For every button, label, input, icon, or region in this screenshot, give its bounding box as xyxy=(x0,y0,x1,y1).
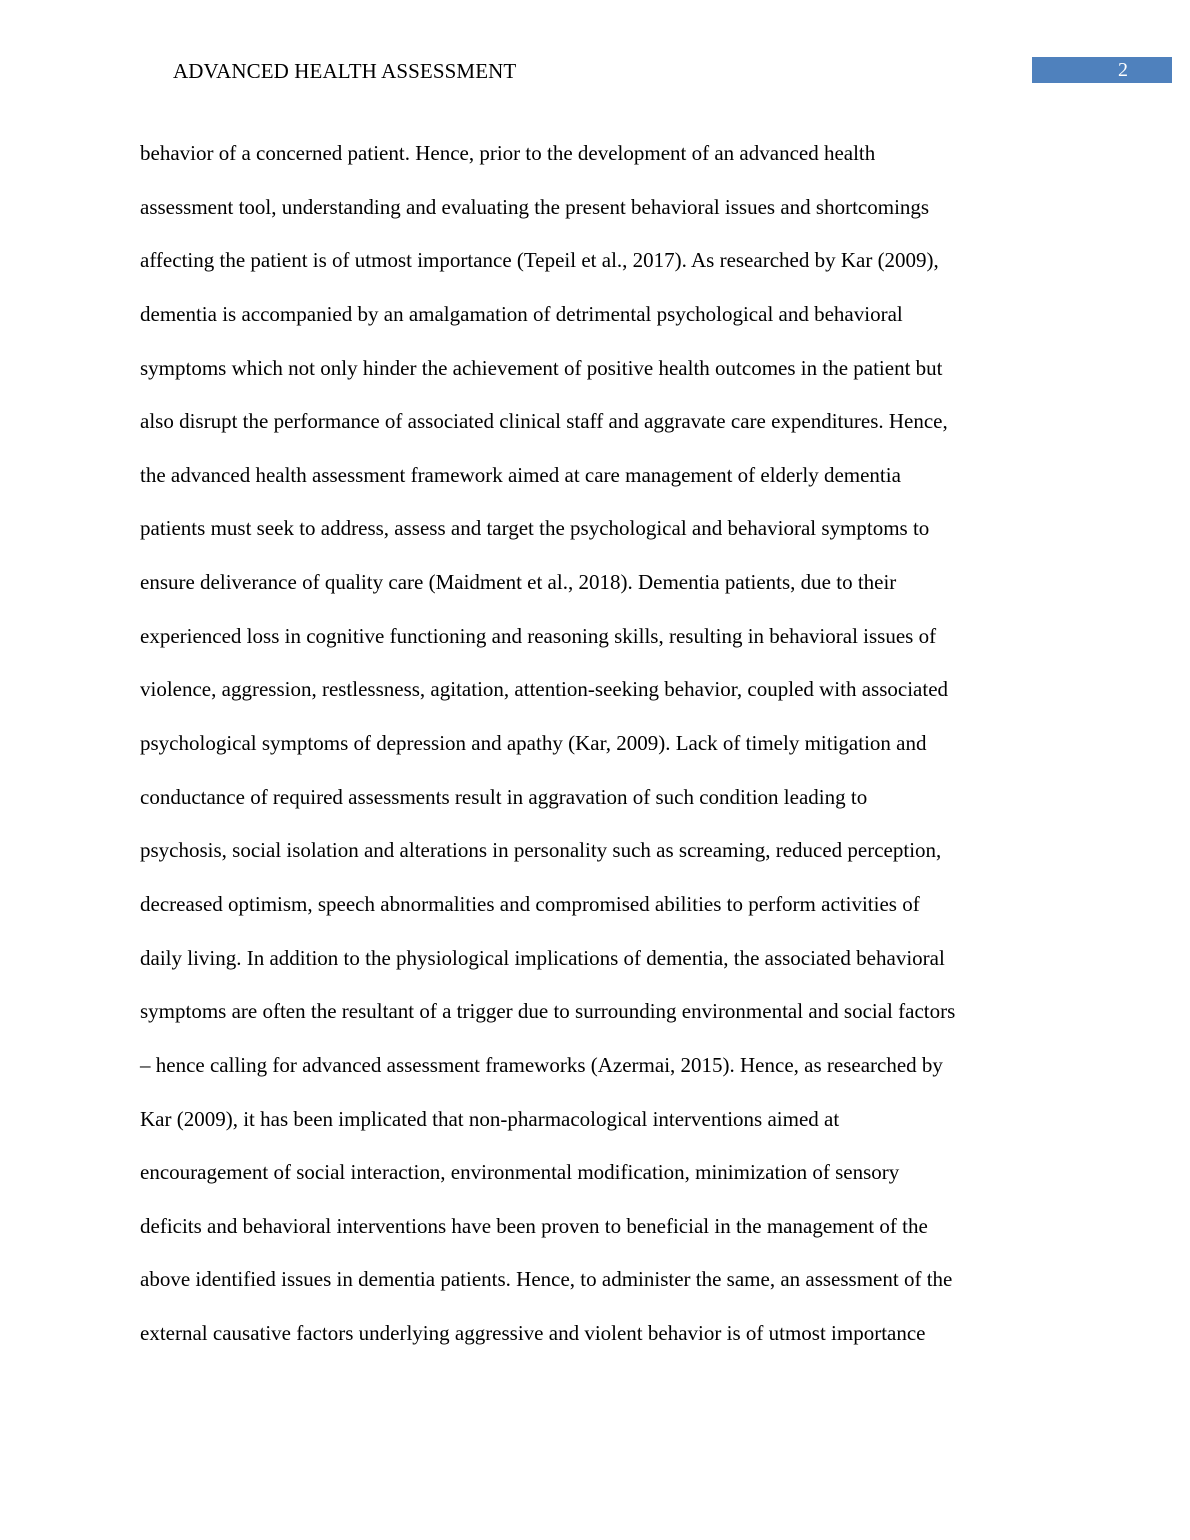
text-line: dementia is accompanied by an amalgamation of detrimental psychological and behavioral xyxy=(140,301,903,326)
text-line: assessment tool, understanding and evaluating the present behavioral issues and shortcomings xyxy=(140,194,930,219)
body-paragraph xyxy=(140,127,1055,1361)
text-line: deficits and behavioral interventions have been proven to beneficial in the management of the xyxy=(140,1213,928,1238)
text-line: patients must seek to address, assess and target the psychological and behavioral symptoms to xyxy=(140,516,930,541)
text-line: – hence calling for advanced assessment frameworks (Azermai, 2015). Hence, as researched by xyxy=(140,1052,943,1077)
text-line: violence, aggression, restlessness, agitation, attention-seeking behavior, coupled with associated xyxy=(140,677,949,702)
text-line: above identified issues in dementia patients. Hence, to administer the same, an assessment of the xyxy=(140,1267,953,1292)
text-line: ensure deliverance of quality care (Maidment et al., 2018). Dementia patients, due to their xyxy=(140,570,897,595)
text-line: psychosis, social isolation and alterations in personality such as screaming, reduced perception, xyxy=(140,838,942,863)
text-line: symptoms are often the resultant of a trigger due to surrounding environmental and social factors xyxy=(140,999,956,1024)
text-line: affecting the patient is of utmost importance (Tepeil et al., 2017). As researched by Kar (2009), xyxy=(140,248,939,273)
text-line: experienced loss in cognitive functioning and reasoning skills, resulting in behavioral issues of xyxy=(140,623,937,648)
text-line: external causative factors underlying aggressive and violent behavior is of utmost importance xyxy=(140,1321,926,1346)
page-number-box xyxy=(1032,57,1172,83)
text-line: also disrupt the performance of associated clinical staff and aggravate care expenditures. Hence, xyxy=(140,409,948,434)
page-number: 2 xyxy=(1118,59,1128,81)
text-line: behavior of a concerned patient. Hence, prior to the development of an advanced health xyxy=(140,141,876,165)
text-line: daily living. In addition to the physiological implications of dementia, the associated behavioral xyxy=(140,945,945,970)
text-line: Kar (2009), it has been implicated that non-pharmacological interventions aimed at xyxy=(140,1106,840,1131)
running-head: ADVANCED HEALTH ASSESSMENT xyxy=(173,59,517,83)
text-line: decreased optimism, speech abnormalities and compromised abilities to perform activities of xyxy=(140,891,920,916)
text-line: symptoms which not only hinder the achievement of positive health outcomes in the patient but xyxy=(140,355,943,380)
text-line: psychological symptoms of depression and apathy (Kar, 2009). Lack of timely mitigation and xyxy=(140,731,927,756)
text-line: the advanced health assessment framework aimed at care management of elderly dementia xyxy=(140,462,901,487)
text-line: encouragement of social interaction, environmental modification, minimization of sensory xyxy=(140,1160,900,1185)
text-line: conductance of required assessments result in aggravation of such condition leading to xyxy=(140,784,868,809)
